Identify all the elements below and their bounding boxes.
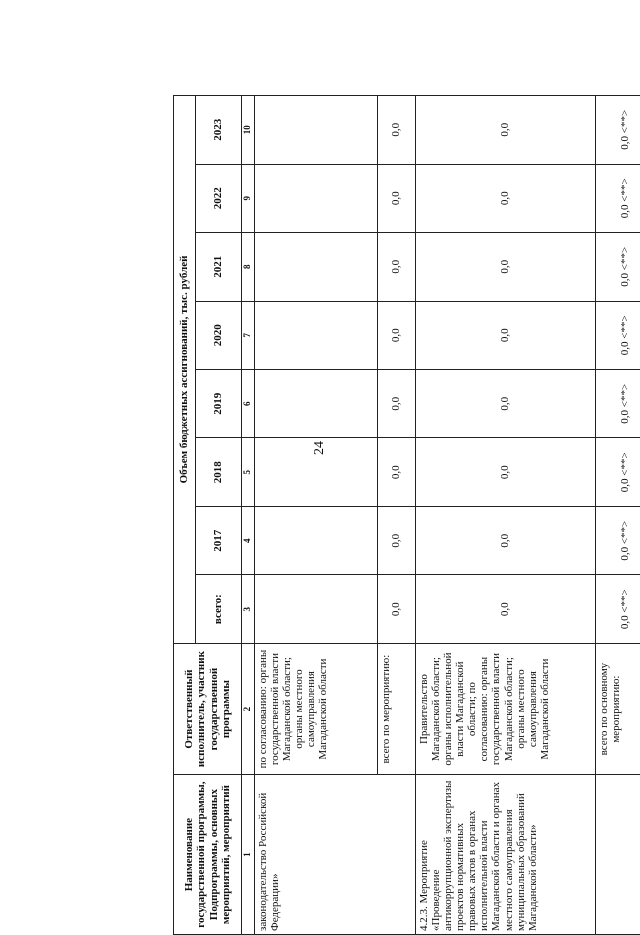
value-cell: 0,0 (377, 370, 415, 438)
value-cell: 0,0 (415, 164, 595, 232)
row-executor: всего по мероприятию: (377, 643, 415, 774)
row-name (595, 775, 640, 935)
value-cell: 0,0 (377, 575, 415, 643)
row-executor: всего по основному мероприятию: (595, 643, 640, 774)
header-year: всего: (196, 575, 242, 643)
value-cell: 0,0 (415, 506, 595, 574)
value-cell: 0,0 <**> (595, 233, 640, 301)
value-cell: 0,0 <**> (595, 575, 640, 643)
index-cell: 9 (242, 164, 255, 232)
rotated-table-wrapper (173, 95, 640, 935)
index-cell: 5 (242, 438, 255, 506)
index-cell: 3 (242, 575, 255, 643)
value-cell: 0,0 (377, 164, 415, 232)
value-cell: 0,0 (377, 438, 415, 506)
row-executor: по согласованию: органы государственной власти Магаданской области; органы местного самоуправления Магаданской области (254, 643, 377, 774)
index-cell: 10 (242, 96, 255, 165)
header-year: 2020 (196, 301, 242, 369)
header-executor: Ответственный исполнитель, участник государственной программы (174, 643, 242, 774)
header-year: 2019 (196, 370, 242, 438)
row-name: 4.2.3. Мероприятие «Проведение антикоррупционной экспертизы проектов нормативных правовых актов в органах исполнительной власти Магаданской области и органах местного самоуправления муниципальных образований Магаданской области» (415, 775, 595, 935)
page-number: 24 (312, 441, 327, 455)
row-executor: Правительство Магаданской области; органы исполнительной власти Магаданской области; по согласованию: органы государственной власти Магаданской области; органы местного самоуправления Магаданской области (415, 643, 595, 774)
value-cell: 0,0 (377, 506, 415, 574)
value-cell: 0,0 (377, 233, 415, 301)
header-year: 2017 (196, 506, 242, 574)
value-cell (254, 164, 377, 232)
budget-table (173, 95, 640, 935)
header-year: 2018 (196, 438, 242, 506)
value-cell: 0,0 (415, 370, 595, 438)
value-cell: 0,0 (415, 233, 595, 301)
value-cell: 0,0 <**> (595, 164, 640, 232)
header-year: 2023 (196, 96, 242, 165)
index-cell: 1 (242, 775, 255, 935)
value-cell: 0,0 <**> (595, 96, 640, 165)
index-cell: 6 (242, 370, 255, 438)
index-cell: 2 (242, 643, 255, 774)
value-cell (254, 96, 377, 165)
value-cell: 0,0 (415, 301, 595, 369)
value-cell: 0,0 (415, 96, 595, 165)
index-cell: 7 (242, 301, 255, 369)
value-cell (254, 233, 377, 301)
index-cell: 8 (242, 233, 255, 301)
index-cell: 4 (242, 506, 255, 574)
value-cell (254, 438, 377, 506)
value-cell: 0,0 (377, 96, 415, 165)
index-row (242, 96, 255, 935)
value-cell (254, 575, 377, 643)
table-row (415, 96, 595, 935)
value-cell: 0,0 <**> (595, 301, 640, 369)
value-cell: 0,0 <**> (595, 506, 640, 574)
value-cell (254, 370, 377, 438)
value-cell: 0,0 (377, 301, 415, 369)
header-year: 2022 (196, 164, 242, 232)
value-cell (254, 506, 377, 574)
row-name: законодательство Российской Федерации» (254, 775, 415, 935)
header-budget: Объем бюджетных ассигнований, тыс. рублей (174, 96, 196, 644)
value-cell: 0,0 <**> (595, 370, 640, 438)
table-row (254, 96, 377, 935)
value-cell: 0,0 (415, 438, 595, 506)
value-cell: 0,0 <**> (595, 438, 640, 506)
table-row (595, 96, 640, 935)
header-year: 2021 (196, 233, 242, 301)
header-name: Наименование государственной программы, Подпрограммы, основных мероприятий, мероприятий (174, 775, 242, 935)
value-cell (254, 301, 377, 369)
value-cell: 0,0 (415, 575, 595, 643)
